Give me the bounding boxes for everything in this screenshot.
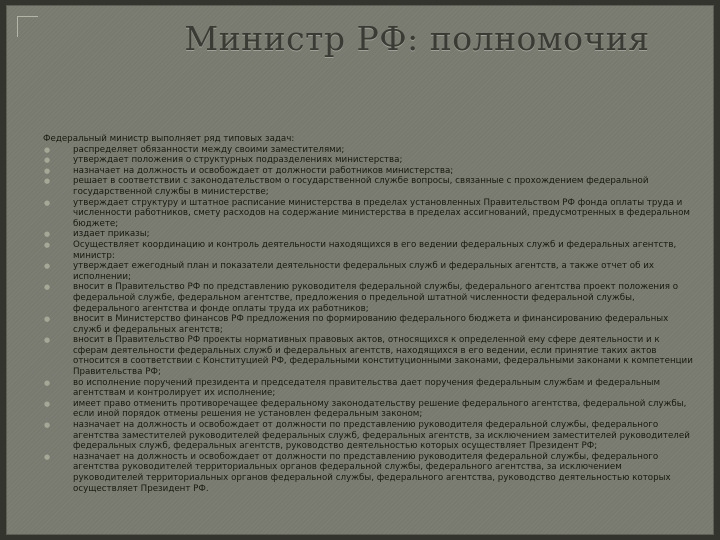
list-item-text: ● утверждает ежегодный план и показатели деятельности федеральных служб и федеральных агентств, а также отчет об их исполнении; (73, 261, 655, 282)
list-item (43, 378, 693, 399)
slide (6, 5, 714, 535)
list-item-text: ● назначает на должность и освобождает от должности работников министерства; (73, 165, 454, 176)
list-item (43, 176, 693, 197)
list-item-text: ● утверждает структуру и штатное расписание министерства в пределах установленных Правительством РФ фонда оплаты труда и численности работников, смету расходов на содержание министерства в пределах ассигнований, предусмотренных в федеральном бюджете; (73, 197, 690, 229)
list-item-text: ● назначает на должность и освобождает от должности по представлению руководителя федеральной службы, федерального агентства руководителей территориальных органов федеральной службы, федерального агентства, за исключением руководителей территориальных органов федеральной службы, федерального агентства, руководство деятельностью которых осуществляет Президент РФ. (73, 451, 671, 494)
duties-list (43, 145, 693, 495)
list-item-text: ● вносит в Министерство финансов РФ предложения по формированию федерального бюджета и финансированию федеральных служб и федеральных агентств; (73, 314, 669, 335)
list-item (43, 166, 693, 177)
list-item (43, 314, 693, 335)
list-item (43, 335, 693, 377)
list-item-text: ● вносит в Правительство РФ проекты нормативных правовых актов, относящихся к определенной ему сфере деятельности и к сферам деятельности федеральных служб и федеральных агентств, находящихся в его ведении, если принятие таких актов относится в соответствии с Конституцией РФ, федеральными конституционными законами, федеральными законами к компетенции Правительства РФ; (73, 335, 693, 378)
list-item-text: ● назначает на должность и освобождает от должности по представлению руководителя федеральной службы, федерального агентства заместителей руководителей федеральных служб, федеральных агентств, за исключением заместителей руководителей федеральных служб, федеральных агентств, руководство деятельностью которых осуществляет Президент РФ; (73, 420, 690, 452)
list-item-text: ● Осуществляет координацию и контроль деятельности находящихся в его ведении федеральных служб и федеральных агентств, министр: (73, 239, 677, 261)
list-item (43, 240, 693, 261)
slide-title: Министр РФ: полномочия (184, 19, 650, 58)
list-item-text: ● распределяет обязанности между своими заместителями; (73, 144, 345, 155)
list-item (43, 229, 693, 240)
list-item-text: ● имеет право отменить противоречащее федеральному законодательству решение федерального агентства, федеральной службы, если иной порядок отмены решения не установлен федеральным законом; (73, 398, 687, 420)
list-item-text: ● издает приказы; (73, 229, 150, 240)
list-item (43, 145, 693, 156)
list-item-text: ● во исполнение поручений президента и председателя правительства дает поручения федеральным службам и федеральным агентствам и контролирует их исполнение; (73, 377, 661, 399)
list-item (43, 420, 693, 452)
list-item-text: ● вносит в Правительство РФ по представлению руководителя федеральной службы, федерального агентства проект положения о федеральной службе, федеральном агентстве, предложения о предельной штатной численности федеральной службы, федерального агентства и фонде оплаты труда их работников; (73, 282, 679, 314)
corner-ornament (17, 16, 38, 37)
intro-text: Федеральный министр выполняет ряд типовых задач: (43, 134, 295, 144)
list-item (43, 261, 693, 282)
list-item (43, 282, 693, 314)
list-item (43, 452, 693, 494)
slide-body (43, 134, 693, 494)
list-item (43, 198, 693, 230)
list-item (43, 155, 693, 166)
list-item-text: ● решает в соответствии с законодательством о государственной службе вопросы, связанные с прохождением федеральной государственной службы в министерстве; (73, 176, 649, 197)
list-item-text: ● утверждает положения о структурных подразделениях министерства; (73, 155, 403, 166)
list-item (43, 399, 693, 420)
